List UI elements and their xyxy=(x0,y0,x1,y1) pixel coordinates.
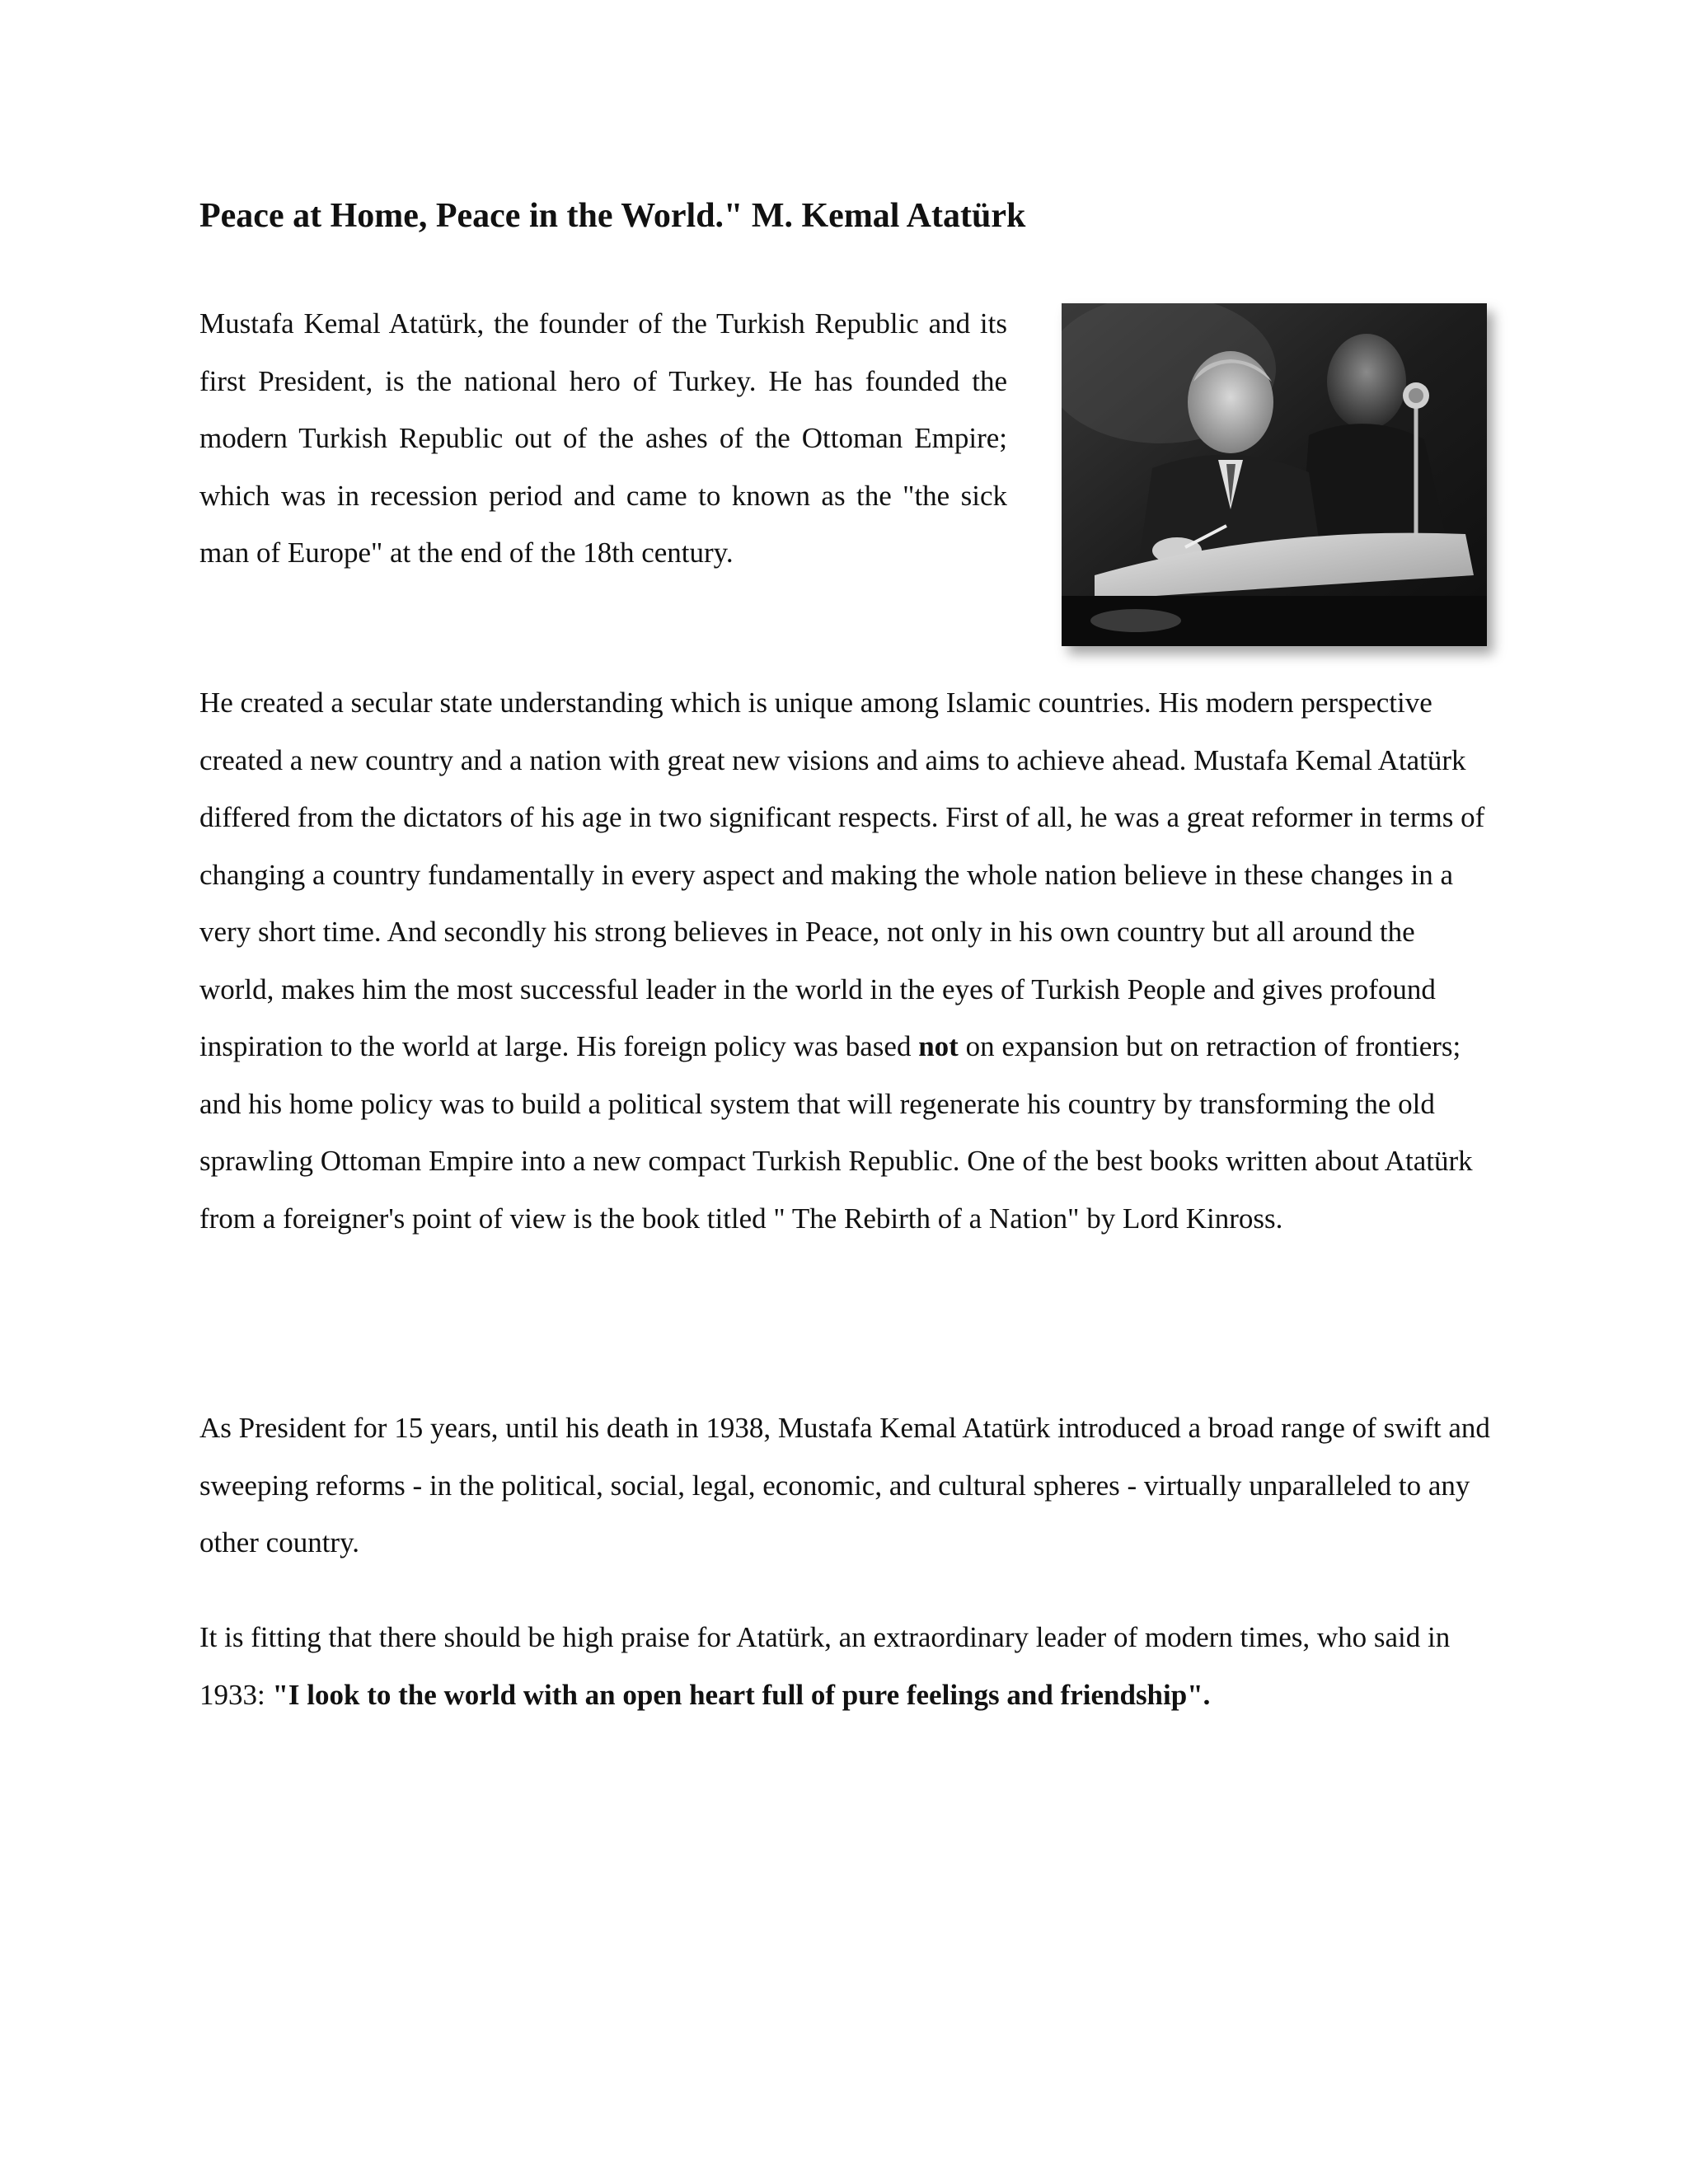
ataturk-quote: "I look to the world with an open heart full of pure feelings and friendship". xyxy=(272,1678,1211,1711)
paragraph-2-text-start: He created a secular state understanding which is unique among Islamic countries. His modern perspective created a new country and a nation with great new visions and aims to achieve ahead. Mustafa Kemal Atatürk differed from the dictators of his age in two significant respects. First of all, he was a great reformer in terms of changing a country fundamentally in every aspect and making the whole nation believe in these changes in a very short time. And secondly his strong believes in Peace, not only in his own country but all around the world, makes him the most successful leader in the world in the eyes of Turkish People and gives profound inspiration to the world at large. His foreign policy was based xyxy=(199,687,1485,1062)
paragraph-4 xyxy=(199,1609,1490,1723)
photo-illustration xyxy=(1062,303,1487,646)
paragraph-4-text: It is fitting that there should be high praise for Atatürk, an extraordinary leader of modern times, who said in 1933: xyxy=(199,1621,1451,1711)
paragraph-2-text-end: on expansion but on retraction of frontiers; and his home policy was to build a political system that will regenerate his country by transforming the old sprawling Ottoman Empire into a new compact Turkish Republic. One of the best books written about Atatürk from a foreigner's point of view is the book titled " The Rebirth of a Nation" by Lord Kinross. xyxy=(199,1030,1473,1235)
paragraph-2-bold-word: not xyxy=(918,1030,959,1062)
ataturk-photo xyxy=(1062,303,1487,646)
paragraph-2 xyxy=(199,674,1490,1247)
page-title: Peace at Home, Peace in the World." M. Kemal Atatürk xyxy=(199,197,1026,235)
paragraph-3: As President for 15 years, until his death in 1938, Mustafa Kemal Atatürk introduced a broad range of swift and sweeping reforms - in the political, social, legal, economic, and cultural spheres - virtually unparalleled to any other country. xyxy=(199,1412,1490,1558)
intro-paragraph: Mustafa Kemal Atatürk, the founder of the Turkish Republic and its first President, is the national hero of Turkey. He has founded the modern Turkish Republic out of the ashes of the Ottoman Empire; which was in recession period and came to known as the "the sick man of Europe" at the end of the 18th century. xyxy=(199,307,1007,569)
